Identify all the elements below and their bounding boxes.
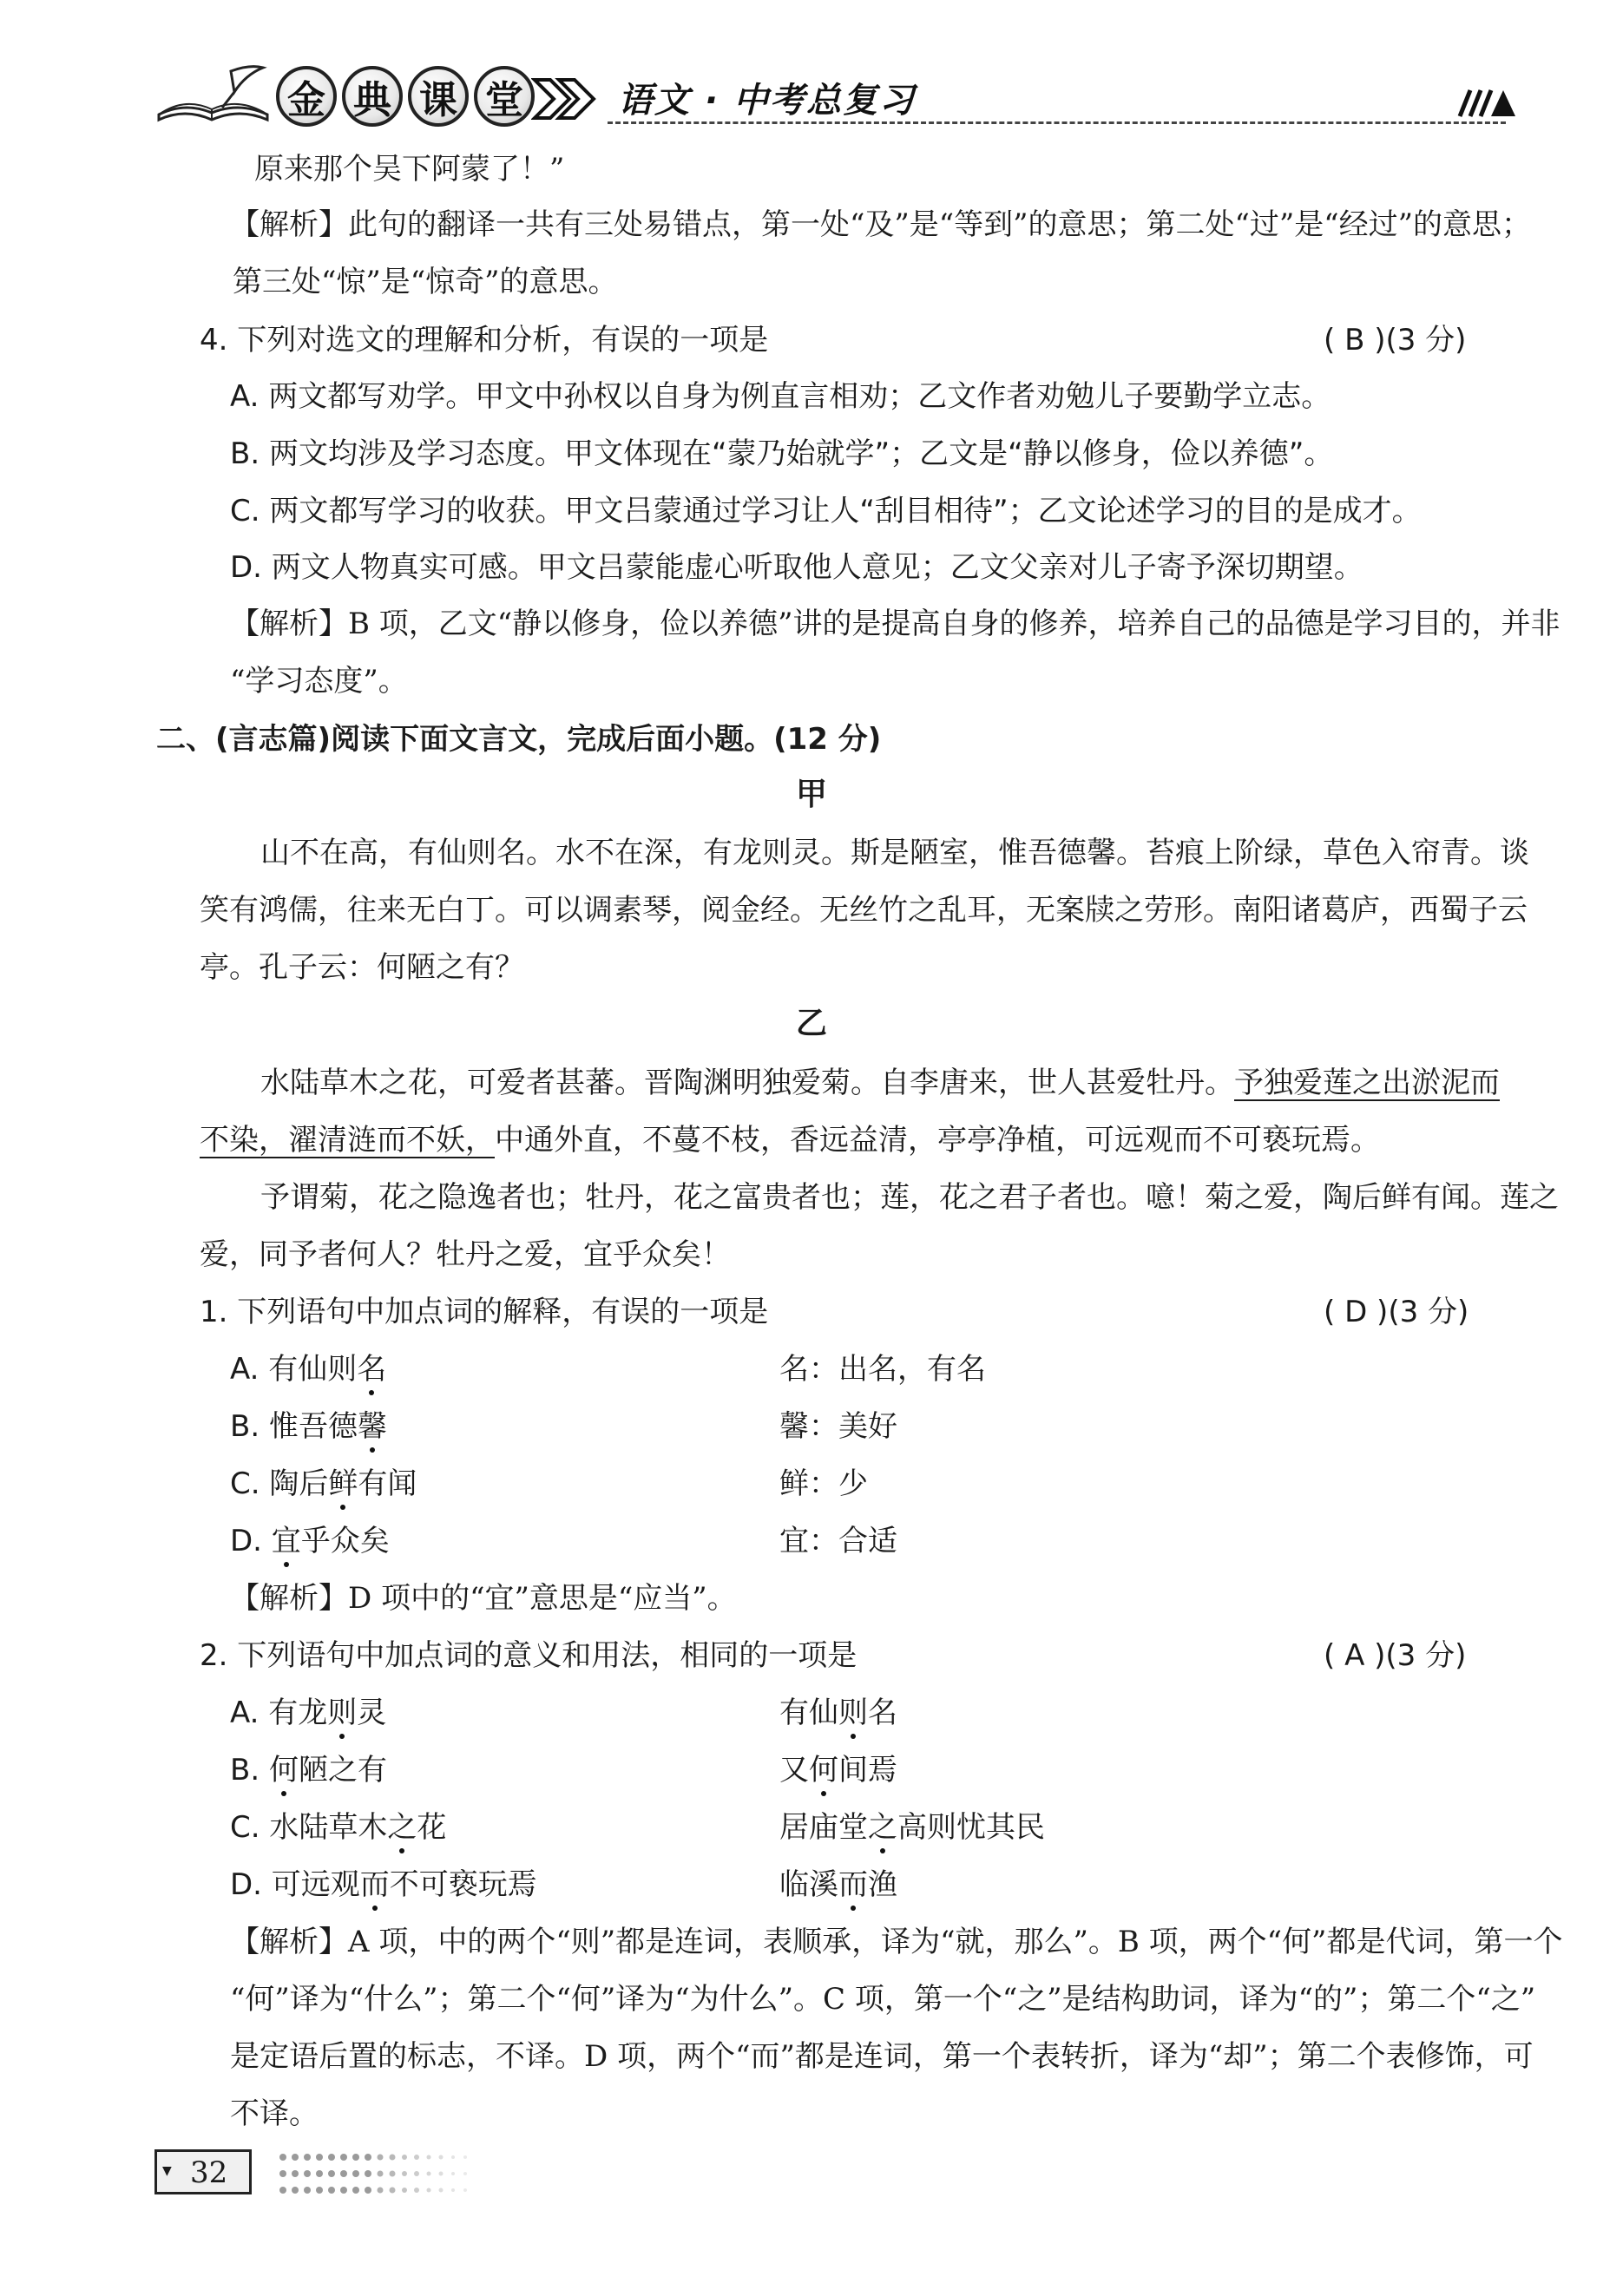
option-text: B. 惟吾德 xyxy=(230,1409,358,1444)
option-text: 灵 xyxy=(357,1696,387,1730)
dotted-word: 之 xyxy=(868,1810,897,1845)
analysis-line: 是定语后置的标志，不译。D 项，两个“而”都是连词，第一个表转折，译为“却”；第二个表修饰，可 xyxy=(230,2039,1534,2074)
brand-char: 典 xyxy=(342,66,403,127)
brand-char: 金 xyxy=(276,66,337,127)
option-text: 间焉 xyxy=(838,1753,897,1788)
option-text: A. 有仙则 xyxy=(230,1352,358,1387)
option-text: C. 水陆草木 xyxy=(230,1810,388,1845)
dotted-word: 则 xyxy=(327,1696,358,1730)
q2-option-b xyxy=(779,1696,897,1730)
option-text: 有闻 xyxy=(358,1466,417,1501)
section-title: 二、(言志篇)阅读下面文言文，完成后面小题。(12 分) xyxy=(156,722,882,757)
q2-option-b xyxy=(779,1810,1045,1845)
q2-option-a xyxy=(230,1810,446,1845)
option-text: 居庙堂 xyxy=(779,1810,868,1845)
analysis-line: 第三处“惊”是“惊奇”的意思。 xyxy=(233,265,618,299)
passage-line: 笑有鸿儒，往来无白丁。可以调素琴，阅金经。无丝竹之乱耳，无案牍之劳形。南阳诸葛庐，西蜀子云 xyxy=(200,893,1528,928)
passage-label-yi: 乙 xyxy=(795,1006,827,1041)
q1-option xyxy=(230,1352,386,1387)
dotted-word: 何 xyxy=(809,1753,838,1788)
q1-explanation: 名：出名，有名 xyxy=(779,1352,986,1387)
underlined-text: 予独爱莲之出淤泥而 xyxy=(1234,1066,1500,1100)
q1-explanation: 馨：美好 xyxy=(779,1409,897,1444)
brand-char: 课 xyxy=(408,66,469,127)
q1-explanation: 宜：合适 xyxy=(779,1524,897,1558)
question-1: 1. 下列语句中加点词的解释，有误的一项是 xyxy=(200,1295,769,1329)
option-line: D. 两文人物真实可感。甲文吕蒙能虚心听取他人意见；乙文父亲对儿子寄予深切期望。 xyxy=(230,550,1363,585)
option-text: D. xyxy=(230,1524,272,1558)
dot-pattern-decoration xyxy=(276,2148,519,2199)
q1-option xyxy=(230,1466,417,1501)
analysis-line: 不译。 xyxy=(230,2096,319,2131)
q2-option-b xyxy=(779,1867,897,1902)
option-line: A. 两文都写劝学。甲文中孙权以自身为例直言相劝；乙文作者劝勉儿子要勤学立志。 xyxy=(230,379,1331,414)
page-number: 32 xyxy=(190,2155,228,2190)
option-text: 渔 xyxy=(868,1867,897,1902)
dotted-word: 鲜 xyxy=(328,1466,358,1501)
dotted-word: 则 xyxy=(838,1696,868,1730)
q2-option-a xyxy=(230,1867,537,1902)
passage-line xyxy=(200,1123,1380,1158)
option-line: B. 两文均涉及学习态度。甲文体现在“蒙乃始就学”；乙文是“静以修身，俭以养德”。 xyxy=(230,436,1334,471)
option-text: 名 xyxy=(868,1696,897,1730)
brand-title xyxy=(276,66,535,127)
q2-option-a xyxy=(230,1696,386,1730)
subject-title: 语文 · 中考总复习 xyxy=(618,81,917,121)
analysis-line: “何”译为“什么”；第二个“何”译为“为什么”。C 项，第一个“之”是结构助词，译为“的”；第二个“之” xyxy=(230,1982,1536,2017)
option-text: 不可亵玩焉 xyxy=(389,1867,537,1902)
q1-explanation: 鲜：少 xyxy=(779,1466,868,1501)
option-text: 陋之有 xyxy=(298,1753,387,1788)
underlined-text: 不染，濯清涟而不妖， xyxy=(200,1123,495,1158)
page-number-box xyxy=(154,2149,252,2194)
option-text: 临溪 xyxy=(779,1867,838,1902)
dotted-word: 而 xyxy=(359,1867,390,1902)
option-text: 高则忧其民 xyxy=(897,1810,1045,1845)
q1-option xyxy=(230,1524,390,1558)
q2-option-b xyxy=(779,1753,897,1788)
passage-line: 爱，同予者何人？牡丹之爱，宜乎众矣！ xyxy=(200,1237,731,1272)
question-4: 4. 下列对选文的理解和分析，有误的一项是 xyxy=(200,323,769,358)
passage-line: 予谓菊，花之隐逸者也；牡丹，花之富贵者也；莲，花之君子者也。噫！菊之爱，陶后鲜有闻。莲之 xyxy=(260,1180,1559,1215)
option-text: 又 xyxy=(779,1753,809,1788)
option-text: 乎众矣 xyxy=(300,1524,390,1558)
analysis-line: “学习态度”。 xyxy=(230,664,408,699)
option-text: B. xyxy=(230,1753,269,1788)
chevron-right-icon xyxy=(531,75,601,123)
dotted-word: 宜 xyxy=(271,1524,301,1558)
answer-score-q1: ( D )(3 分) xyxy=(1324,1295,1469,1329)
analysis-line: 【解析】A 项，中的两个“则”都是连词，表顺承，译为“就，那么”。B 项，两个“何”都是代词，第一个 xyxy=(230,1925,1563,1959)
dotted-word: 之 xyxy=(387,1810,417,1845)
question-2: 2. 下列语句中加点词的意义和用法，相同的一项是 xyxy=(200,1638,857,1673)
dotted-word: 何 xyxy=(268,1753,299,1788)
analysis-line: 【解析】此句的翻译一共有三处易错点，第一处“及”是“等到”的意思；第二处“过”是“经过”的意思； xyxy=(230,207,1532,242)
option-text: C. 陶后 xyxy=(230,1466,329,1501)
analysis-line: 【解析】D 项中的“宜”意思是“应当”。 xyxy=(230,1581,737,1616)
brand-char: 堂 xyxy=(474,66,535,127)
passage-line xyxy=(260,1066,1500,1100)
option-text: 有仙 xyxy=(779,1696,838,1730)
passage-text: 中通外直，不蔓不枝，香远益清，亭亭净植，可远观而不可亵玩焉。 xyxy=(495,1123,1380,1158)
dotted-word: 馨 xyxy=(357,1409,387,1444)
answer-score-q2: ( A )(3 分) xyxy=(1324,1638,1467,1673)
analysis-line: 【解析】B 项，乙文“静以修身，俭以养德”讲的是提高自身的修养，培养自己的品德是学习目的，并非 xyxy=(230,607,1561,641)
passage-label-jia: 甲 xyxy=(795,777,827,812)
option-text: A. 有龙 xyxy=(230,1696,328,1730)
passage-line: 亭。孔子云：何陋之有？ xyxy=(200,950,524,985)
passage-line: 山不在高，有仙则名。水不在深，有龙则灵。斯是陋室，惟吾德馨。苔痕上阶绿，草色入帘青。谈 xyxy=(260,836,1529,870)
option-line: C. 两文都写学习的收获。甲文吕蒙通过学习让人“刮目相待”；乙文论述学习的目的是成才。 xyxy=(230,494,1422,528)
text-line: 原来那个吴下阿蒙了！” xyxy=(254,152,565,187)
dotted-word: 名 xyxy=(357,1352,387,1387)
option-text: 花 xyxy=(417,1810,447,1845)
q1-option xyxy=(230,1409,387,1444)
passage-text: 水陆草木之花，可爱者甚蕃。晋陶渊明独爱菊。自李唐来，世人甚爱牡丹。 xyxy=(260,1066,1234,1100)
q2-option-a xyxy=(230,1753,387,1788)
slash-triangle-icon xyxy=(1456,85,1517,120)
dotted-word: 而 xyxy=(838,1867,868,1902)
option-text: D. 可远观 xyxy=(230,1867,360,1902)
answer-score-q4: ( B )(3 分) xyxy=(1324,323,1467,358)
book-quill-logo-icon xyxy=(154,62,272,128)
triangle-icon: ▼ xyxy=(162,2164,172,2178)
header-divider xyxy=(608,121,1506,124)
